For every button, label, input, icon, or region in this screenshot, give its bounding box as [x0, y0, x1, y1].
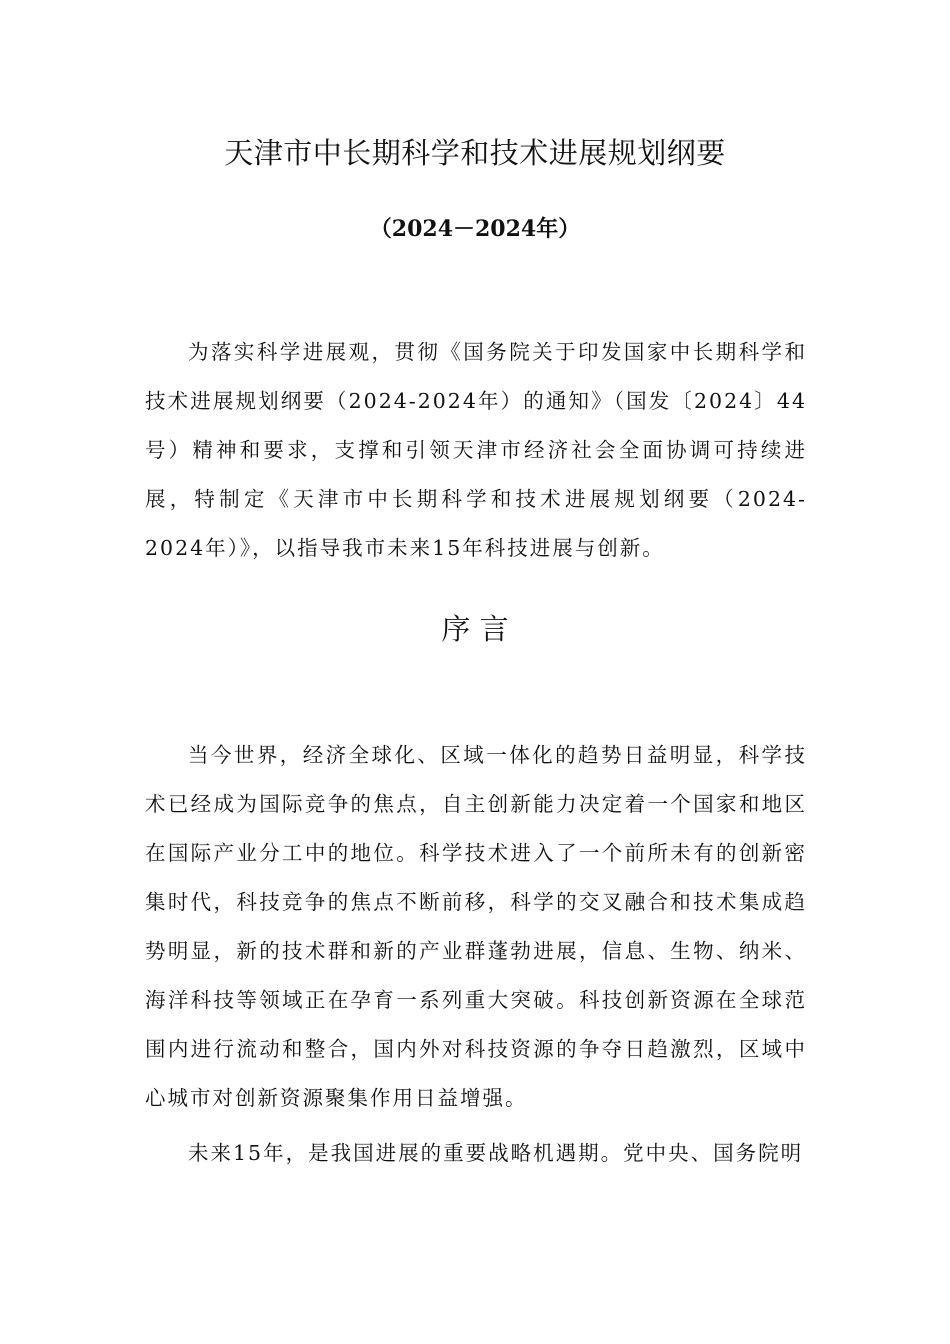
- intro-paragraph: 为落实科学进展观，贯彻《国务院关于印发国家中长期科学和技术进展规划纲要（2024-2024年）的通知》（国发〔2024〕44号）精神和要求，支撑和引领天津市经济社会全面协调可持续进展，特制定《天津市中长期科学和技术进展规划纲要（2024-2024年）》，以指导我市未来15年科技进展与创新。: [145, 340, 807, 560]
- preface-paragraph-1: 当今世界，经济全球化、区域一体化的趋势日益明显，科学技术已经成为国际竞争的焦点，自主创新能力决定着一个国家和地区在国际产业分工中的地位。科学技术进入了一个前所未有的创新密集时代，科技竞争的焦点不断前移，科学的交叉融合和技术集成趋势明显，新的技术群和新的产业群蓬勃进展，信息、生物、纳米、海洋科技等领域正在孕育一系列重大突破。科技创新资源在全球范围内进行流动和整合，国内外对科技资源的争夺日趋激烈，区域中心城市对创新资源聚集作用日益增强。: [145, 743, 807, 1110]
- document-title: 天津市中长期科学和技术进展规划纲要: [224, 136, 726, 170]
- preface-paragraph-2: 未来15年，是我国进展的重要战略机遇期。党中央、国务院明: [188, 1141, 804, 1165]
- section-heading-preface: 序 言: [441, 612, 509, 646]
- document-subtitle: （2024－2024年）: [369, 216, 581, 242]
